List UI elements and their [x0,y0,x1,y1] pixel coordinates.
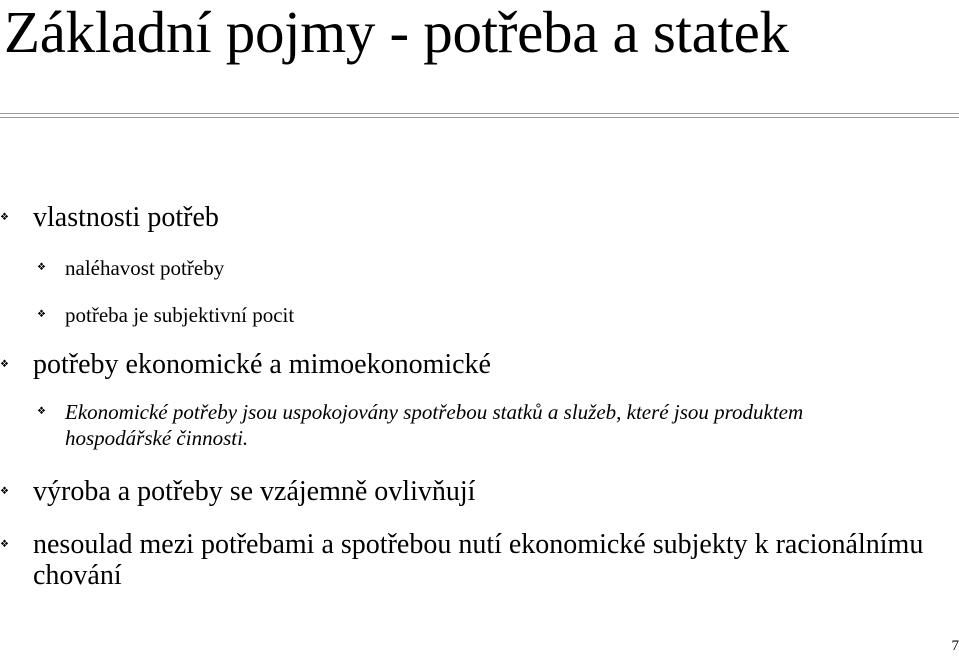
bullet-icon: ❖ [37,309,46,320]
sub-bullet-item: naléhavost potřeby [65,256,225,280]
title-divider [0,113,959,118]
bullet-icon: ❖ [0,212,9,223]
bullet-icon: ❖ [37,406,46,417]
slide-title: Základní pojmy - potřeba a statek [4,0,789,65]
bullet-item: vlastnosti potřeb [33,202,219,233]
page-number: 7 [951,638,959,654]
bullet-icon: ❖ [37,262,46,273]
sub-bullet-item: potřeba je subjektivní pocit [65,303,295,327]
bullet-item: nesoulad mezi potřebami a spotřebou nutí ekonomické subjekty k racionálnímu chování [33,529,924,591]
bullet-icon: ❖ [0,359,9,370]
bullet-item: výroba a potřeby se vzájemně ovlivňují [33,476,476,507]
bullet-item: potřeby ekonomické a mimoekonomické [33,349,491,380]
bullet-icon: ❖ [0,539,9,550]
sub-bullet-item: Ekonomické potřeby jsou uspokojovány spotřebou statků a služeb, které jsou produktem hospodářské činnosti. [65,400,804,450]
bullet-icon: ❖ [0,486,9,497]
